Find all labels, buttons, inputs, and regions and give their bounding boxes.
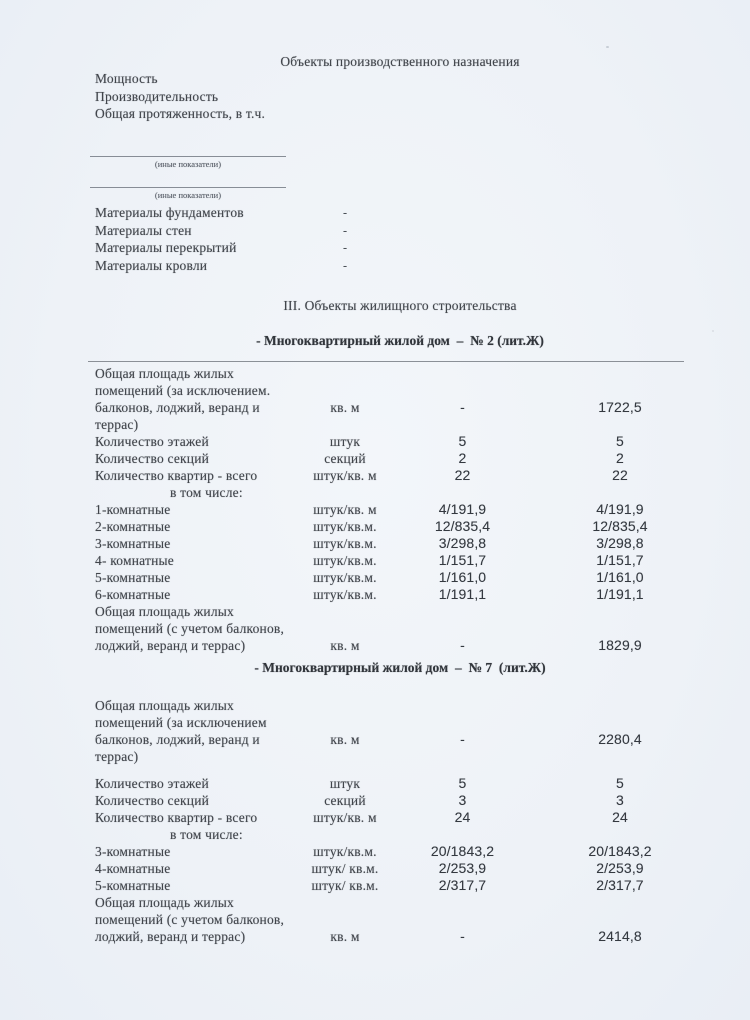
row-plan-value: 20/1843,2	[430, 843, 495, 859]
row-fact-value: 20/1843,2	[588, 843, 652, 859]
row-label: Количество секций	[95, 451, 210, 466]
row-plan-value: 5	[458, 775, 467, 791]
row-unit: штук/кв.м.	[313, 570, 377, 585]
row-label: в том числе:	[170, 485, 243, 500]
row-label: Количество квартир - всего	[95, 468, 258, 483]
table-row	[95, 775, 705, 792]
row-plan-value: 1/151,7	[438, 552, 487, 568]
row-label: 4-комнатные	[95, 861, 171, 876]
row-plan-value: 2/317,7	[438, 877, 487, 893]
row-unit: штук/кв.м.	[313, 844, 377, 859]
row-unit: кв. м	[330, 638, 360, 653]
production-indicator-lines	[95, 70, 265, 123]
row-label: Общая площадь жилых помещений (за исключением балконов, лоджий, веранд и террас)	[95, 698, 267, 764]
row-unit: секций	[324, 451, 366, 466]
row-label: Количество секций	[95, 793, 210, 808]
row-plan-value: 24	[454, 809, 471, 825]
buildings-list	[95, 332, 705, 945]
row-plan-value	[390, 484, 535, 501]
row-unit: штук/кв.м.	[313, 536, 377, 551]
material-row	[95, 239, 705, 257]
table-row	[95, 365, 705, 433]
table-row	[95, 860, 705, 877]
row-plan-value: 4/191,9	[438, 501, 487, 517]
row-unit: штук	[329, 776, 361, 791]
row-label: 6-комнатные	[95, 587, 171, 602]
material-value: -	[342, 222, 348, 238]
row-plan-value: 1/161,0	[438, 569, 487, 585]
row-fact-value: 2280,4	[598, 731, 642, 747]
material-label: Материалы стен	[95, 222, 192, 238]
row-unit: кв. м	[330, 929, 360, 944]
table-row	[95, 894, 705, 945]
row-label: 1-комнатные	[95, 502, 171, 517]
blank-rule	[90, 187, 286, 188]
row-fact-value: 2/317,7	[596, 877, 644, 893]
indicator-line: Производительность	[95, 88, 219, 104]
row-unit: штук/кв.м.	[313, 519, 377, 534]
row-fact-value: 2/253,9	[596, 860, 644, 876]
row-label: 5-комнатные	[95, 878, 171, 893]
table-row	[95, 433, 705, 450]
row-fact-value: 3	[616, 792, 624, 808]
table-row	[95, 569, 705, 586]
table-row	[95, 603, 705, 654]
row-plan-value: 2	[458, 450, 467, 466]
materials-list	[95, 204, 705, 274]
building-table	[95, 697, 705, 945]
row-label: в том числе:	[170, 827, 243, 842]
table-row	[95, 697, 705, 765]
row-unit: секций	[324, 793, 366, 808]
row-fact-value: 2414,8	[598, 928, 642, 944]
row-unit: штук/кв. м	[313, 502, 377, 517]
material-label: Материалы кровли	[95, 257, 208, 273]
row-unit: штук/ кв.м.	[311, 878, 379, 893]
row-fact-value: 12/835,4	[592, 518, 648, 534]
other-indicators-caption: (иные показатели)	[154, 190, 222, 200]
material-row	[95, 257, 705, 275]
building-block	[95, 332, 705, 654]
row-fact-value: 1/151,7	[596, 552, 644, 568]
row-label: Количество этажей	[95, 776, 209, 791]
row-fact-value: 24	[612, 809, 628, 825]
row-plan-value: 3/298,8	[438, 535, 487, 551]
row-unit: штук/кв.м.	[313, 587, 377, 602]
production-section-title: Объекты производственного назначения	[280, 54, 520, 69]
material-value: -	[342, 257, 348, 273]
table-row	[95, 552, 705, 569]
row-fact-value: 5	[616, 433, 624, 449]
row-fact-value: 3/298,8	[596, 535, 644, 551]
indicator-line: Мощность	[95, 71, 158, 86]
indicator-line: Общая протяженность, в т.ч.	[95, 106, 266, 121]
table-row	[95, 518, 705, 535]
building-table	[95, 365, 705, 654]
other-indicators-blank-2	[90, 187, 286, 200]
row-plan-value: -	[460, 637, 465, 653]
blank-rule	[90, 156, 286, 157]
row-label: Количество этажей	[95, 434, 209, 449]
row-fact-value: 1829,9	[598, 637, 642, 653]
material-label: Материалы фундаментов	[95, 205, 244, 220]
table-row	[95, 586, 705, 603]
table-row	[95, 450, 705, 467]
material-row	[95, 222, 705, 240]
table-top-rule	[88, 361, 684, 362]
row-unit: кв. м	[330, 732, 360, 747]
row-fact-value: 5	[616, 775, 624, 791]
building-heading: - Многоквартирный жилой дом – № 7 (лит.Ж)	[254, 660, 546, 675]
row-fact-value: 22	[612, 467, 628, 483]
scan-speck	[712, 330, 714, 332]
table-row	[95, 484, 705, 501]
row-fact-value	[535, 826, 705, 843]
housing-section-title: III. Объекты жилищного строительства	[283, 298, 517, 313]
row-plan-value	[390, 826, 535, 843]
row-plan-value: 12/835,4	[434, 518, 491, 534]
table-row	[95, 535, 705, 552]
row-label: 4- комнатные	[95, 553, 174, 568]
row-label: 5-комнатные	[95, 570, 171, 585]
row-label: Общая площадь жилых помещений (с учетом балконов, лоджий, веранд и террас)	[95, 604, 285, 653]
row-plan-value: -	[460, 928, 465, 944]
row-fact-value: 2	[616, 450, 624, 466]
row-plan-value: 5	[458, 433, 467, 449]
material-value: -	[342, 240, 348, 255]
row-unit: штук	[329, 434, 361, 449]
row-fact-value: 4/191,9	[596, 501, 644, 517]
row-unit: кв. м	[330, 400, 360, 415]
row-label: Общая площадь жилых помещений (за исключением. балконов, лоджий, веранд и террас)	[95, 366, 271, 432]
other-indicators-blank-1	[90, 156, 286, 169]
row-unit	[300, 484, 390, 501]
row-label: 2-комнатные	[95, 519, 171, 534]
table-row	[95, 877, 705, 894]
row-fact-value: 1/191,1	[596, 586, 644, 602]
row-unit: штук/кв. м	[313, 810, 377, 825]
row-unit: штук/кв.м.	[313, 553, 377, 568]
scan-speck	[606, 46, 609, 48]
row-plan-value: 2/253,9	[438, 860, 487, 876]
row-fact-value	[535, 484, 705, 501]
row-label: Количество квартир - всего	[95, 810, 258, 825]
table-row	[95, 843, 705, 860]
table-row	[95, 826, 705, 843]
row-plan-value: -	[460, 731, 465, 747]
material-value: -	[342, 205, 348, 220]
building-heading: - Многоквартирный жилой дом – № 2 (лит.Ж)	[256, 333, 544, 348]
row-unit: штук/ кв.м.	[311, 861, 379, 876]
row-label: 3-комнатные	[95, 536, 171, 551]
row-label: 3-комнатные	[95, 844, 171, 859]
row-fact-value: 1722,5	[598, 399, 642, 415]
row-unit	[300, 826, 390, 843]
row-plan-value: 22	[454, 467, 471, 483]
row-plan-value: 1/191,1	[438, 586, 487, 602]
material-label: Материалы перекрытий	[95, 240, 237, 255]
row-unit: штук/кв. м	[313, 468, 377, 483]
row-plan-value: -	[460, 399, 465, 415]
other-indicators-caption: (иные показатели)	[154, 159, 222, 169]
material-row	[95, 204, 705, 222]
table-row	[95, 792, 705, 809]
table-row	[95, 809, 705, 826]
table-row	[95, 501, 705, 518]
building-block	[95, 659, 705, 945]
table-row	[95, 467, 705, 484]
row-plan-value: 3	[458, 792, 467, 808]
row-fact-value: 1/161,0	[596, 569, 644, 585]
row-label: Общая площадь жилых помещений (с учетом балконов, лоджий, веранд и террас)	[95, 895, 285, 944]
